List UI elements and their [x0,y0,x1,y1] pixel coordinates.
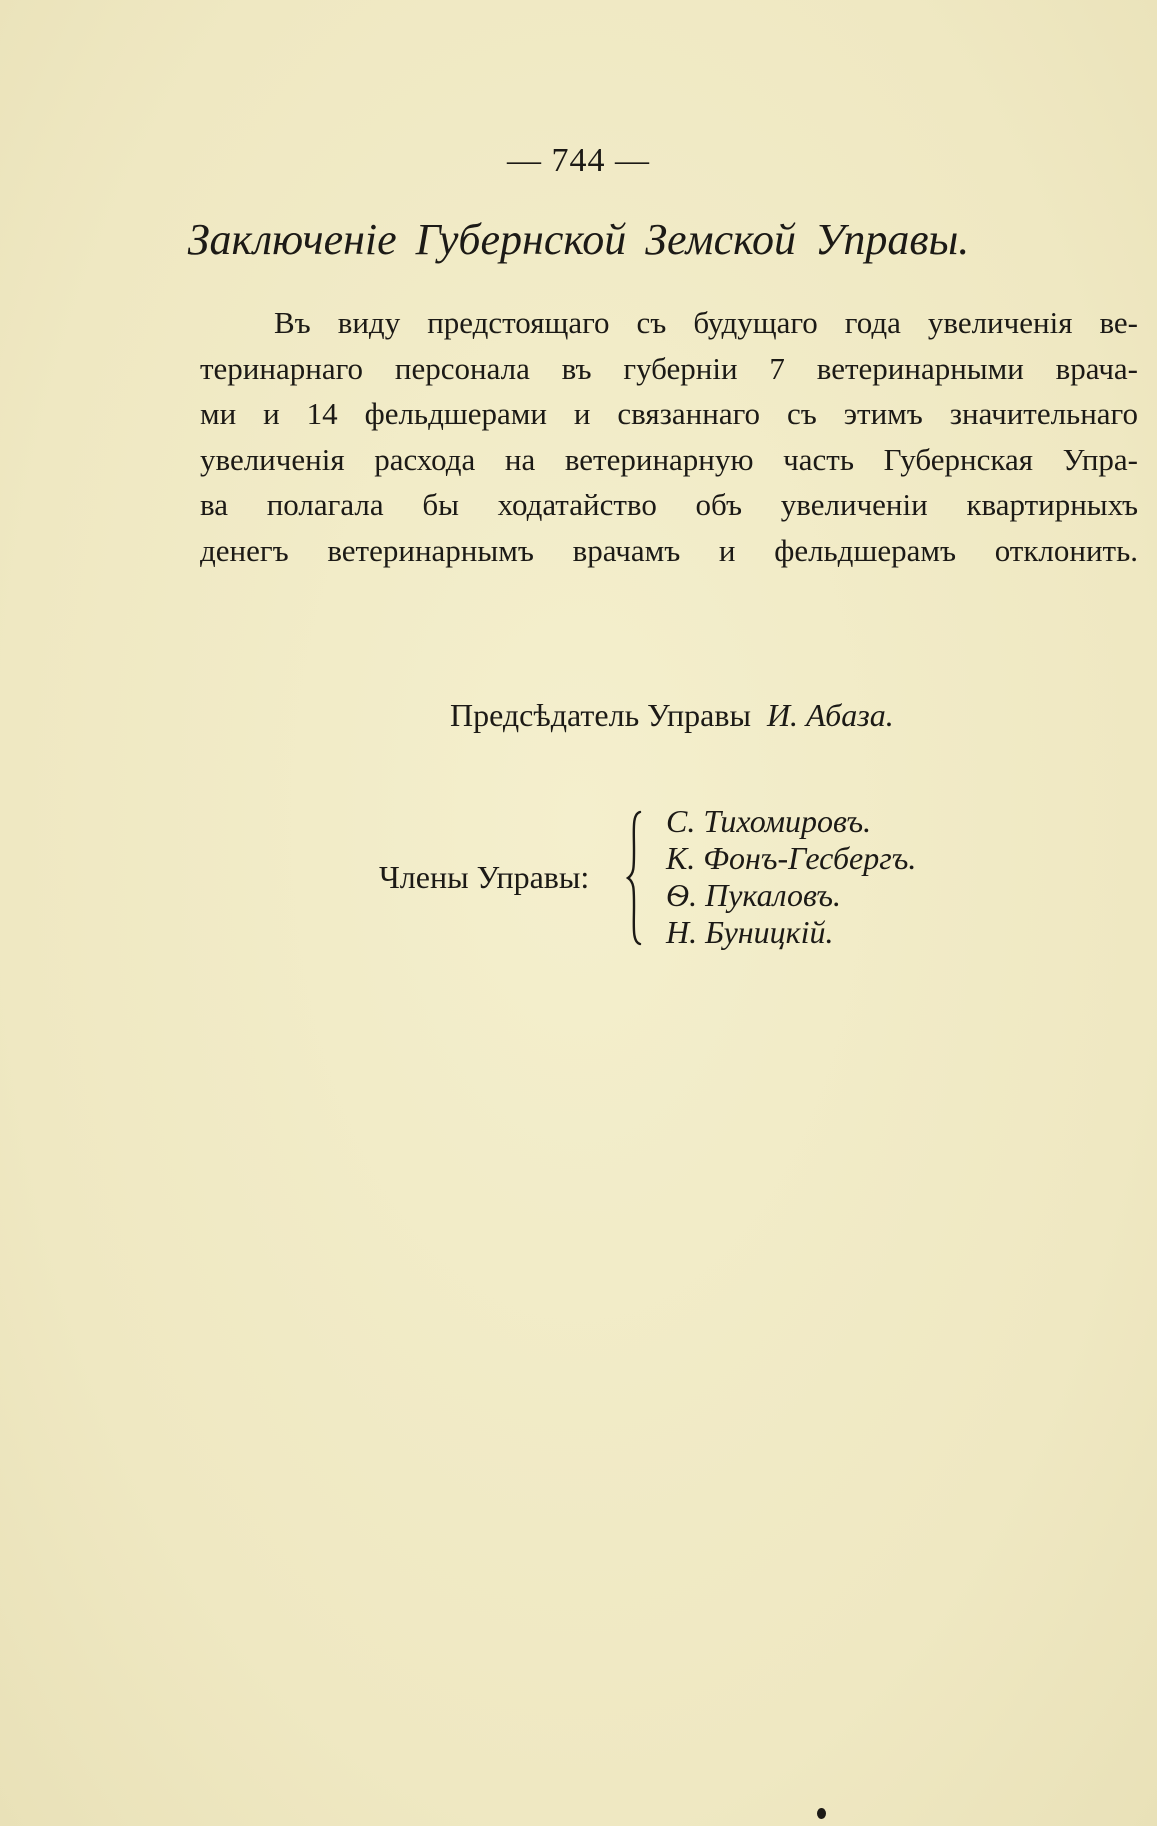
members-brace [626,810,644,946]
page-number: — 744 — [507,142,650,179]
member-name: К. Фонъ-Гесбергъ. [666,840,917,876]
member-name: Н. Буницкiй. [666,914,834,950]
body-line: ми и 14 фельдшерами и связаннаго съ этимъ значительнаго [200,396,1138,431]
member-name: С. Тихомировъ. [666,803,872,839]
members-label: Члены Управы: [379,859,590,895]
chairman-title: Предсѣдатель Управы [450,697,751,733]
members-list [666,803,916,951]
body-paragraph [200,300,1138,573]
body-line: денегъ ветеринарнымъ врачамъ и фельдшерамъ отклонить. [200,532,1138,568]
member-name: Ѳ. Пукаловъ. [666,877,842,913]
section-heading: Заключенiе Губернской Земской Управы. [187,215,970,264]
ink-speck [817,1808,826,1819]
body-line: увеличенiя расхода на ветеринарную часть Губернская Упра- [200,441,1138,477]
chairman-signature [450,697,894,734]
chairman-name: И. Абаза. [766,697,894,733]
body-line: ва полагала бы ходатайство объ увеличенiи квартирныхъ [200,487,1138,522]
body-line: Въ виду предстоящаго съ будущаго года увеличенiя ве- [274,305,1138,340]
body-line: теринарнаго персонала въ губернiи 7 ветеринарными врача- [200,350,1138,386]
